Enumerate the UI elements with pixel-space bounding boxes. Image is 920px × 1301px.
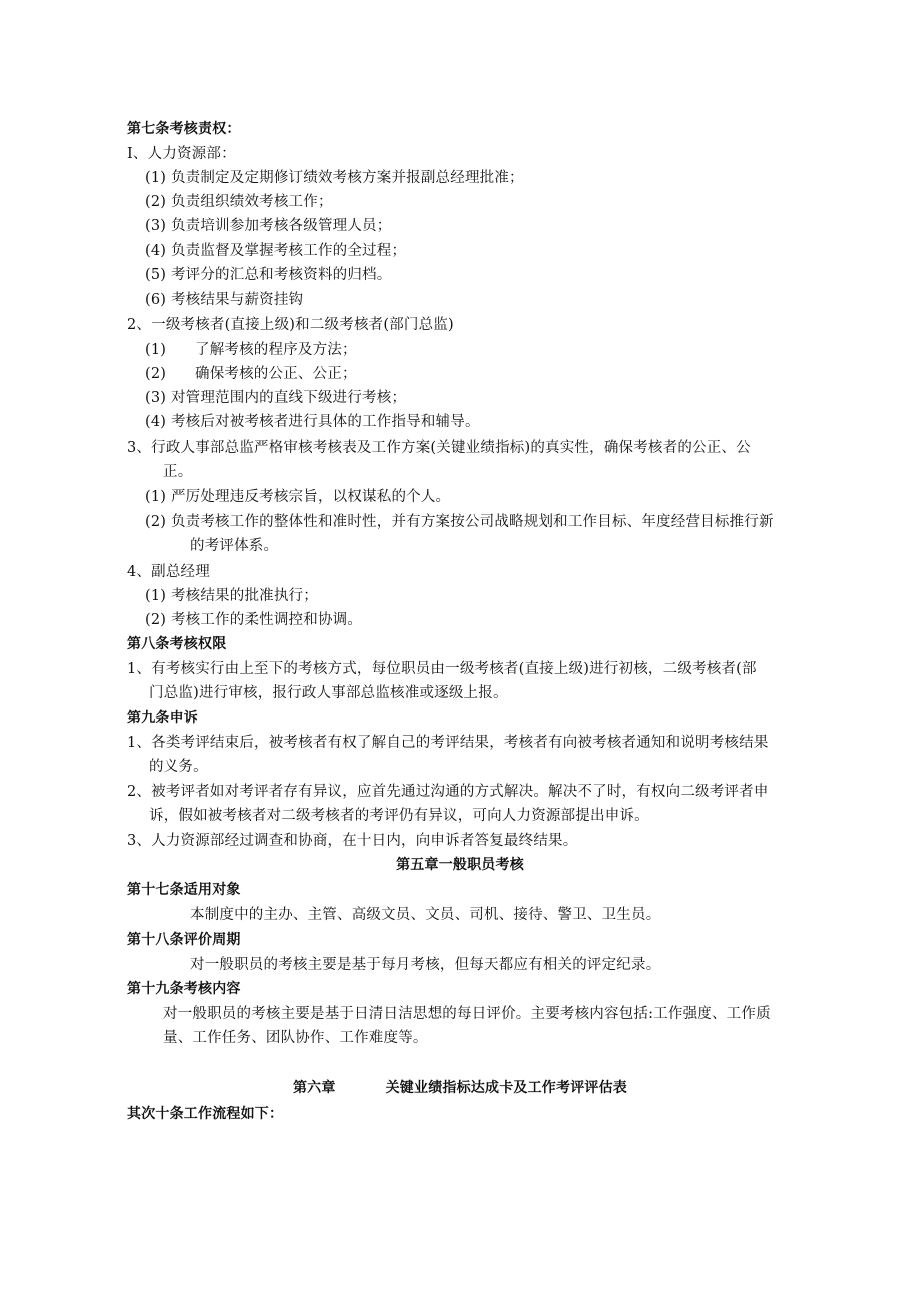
list-item: (1) 考核结果的批准执行； [145, 588, 318, 604]
article-8-title: 第八条考核权限 [127, 636, 227, 652]
chapter-6-name: 关键业绩指标达成卡及工作考评评估表 [385, 1080, 627, 1096]
section-1-heading: I、人力资源部： [127, 146, 236, 162]
paragraph: 本制度中的主办、主管、高级文员、文员、司机、接待、警卫、卫生员。 [190, 907, 661, 923]
list-item: (6) 考核结果与薪资挂钩 [145, 292, 304, 308]
paragraph-cont: 量、工作任务、团队协作、工作难度等。 [163, 1030, 428, 1046]
list-item: (1) 严厉处理违反考核宗旨，以权谋私的个人。 [145, 489, 451, 505]
list-item: (5) 考评分的汇总和考核资料的归档。 [145, 267, 392, 283]
list-item: (4) 考核后对被考核者进行具体的工作指导和辅导。 [145, 414, 480, 430]
paragraph: 1、有考核实行由上至下的考核方式，每位职员由一级考核者(直接上级)进行初核，二级考核者(部 [127, 661, 757, 677]
chapter-6-title [0, 1076, 920, 1100]
article-9-title: 第九条申诉 [127, 710, 198, 726]
list-item: (3) 对管理范围内的直线下级进行考核； [145, 390, 407, 406]
article-19-title: 第十九条考核内容 [127, 981, 241, 997]
list-item-cont: 的考评体系。 [190, 538, 279, 554]
list-item: (2) 确保考核的公正、公正； [145, 366, 357, 382]
paragraph: 1、各类考评结束后，被考核者有权了解自己的考评结果，考核者有向被考核者通知和说明考核结果 [127, 735, 769, 751]
article-7-title: 第七条考核责权： [127, 121, 241, 137]
section-3-heading-cont: 正。 [163, 464, 193, 480]
chapter-6-label: 第六章 [292, 1080, 336, 1096]
chapter-5-title: 第五章一般职员考核 [396, 857, 524, 873]
list-item: (1) 负责制定及定期修订绩效考核方案并报副总经理批准； [145, 170, 524, 186]
list-item: (4) 负责监督及掌握考核工作的全过程； [145, 243, 407, 259]
section-4-heading: 4、副总经理 [127, 564, 210, 580]
list-item: (3) 负责培训参加考核各级管理人员； [145, 218, 392, 234]
paragraph: 2、被考评者如对考评者存有异议，应首先通过沟通的方式解决。解决不了时，有权向二级考评者申 [127, 784, 769, 800]
list-item: (2) 考核工作的柔性调控和协调。 [145, 612, 363, 628]
article-18-title: 第十八条评价周期 [127, 932, 241, 948]
paragraph: 对一般职员的考核主要是基于日清日洁思想的每日评价。主要考核内容包括:工作强度、工作质 [163, 1006, 771, 1022]
list-item: (2) 负责组织绩效考核工作； [145, 194, 333, 210]
paragraph-cont: 诉，假如被考核者对二级考核者的考评仍有异议，可向人力资源部提出申诉。 [149, 808, 649, 824]
paragraph-cont: 门总监)进行审核，报行政人事部总监核准或逐级上报。 [149, 685, 508, 701]
article-20-title: 其次十条工作流程如下： [127, 1106, 284, 1122]
paragraph: 3、人力资源部经过调查和协商，在十日内，向申诉者答复最终结果。 [127, 833, 578, 849]
section-2-heading: 2、一级考核者(直接上级)和二级考核者(部门总监) [127, 317, 454, 333]
article-17-title: 第十七条适用对象 [127, 882, 241, 898]
paragraph: 对一般职员的考核主要是基于每月考核，但每天都应有相关的评定纪录。 [190, 957, 661, 973]
list-item: (1) 了解考核的程序及方法； [145, 342, 357, 358]
paragraph-cont: 的义务。 [149, 759, 208, 775]
section-3-heading: 3、行政人事部总监严格审核考核表及工作方案(关键业绩指标)的真实性，确保考核者的公正、公 [127, 440, 751, 456]
list-item: (2) 负责考核工作的整体性和准时性，并有方案按公司战略规划和工作目标、年度经营目标推行新 [145, 514, 774, 530]
